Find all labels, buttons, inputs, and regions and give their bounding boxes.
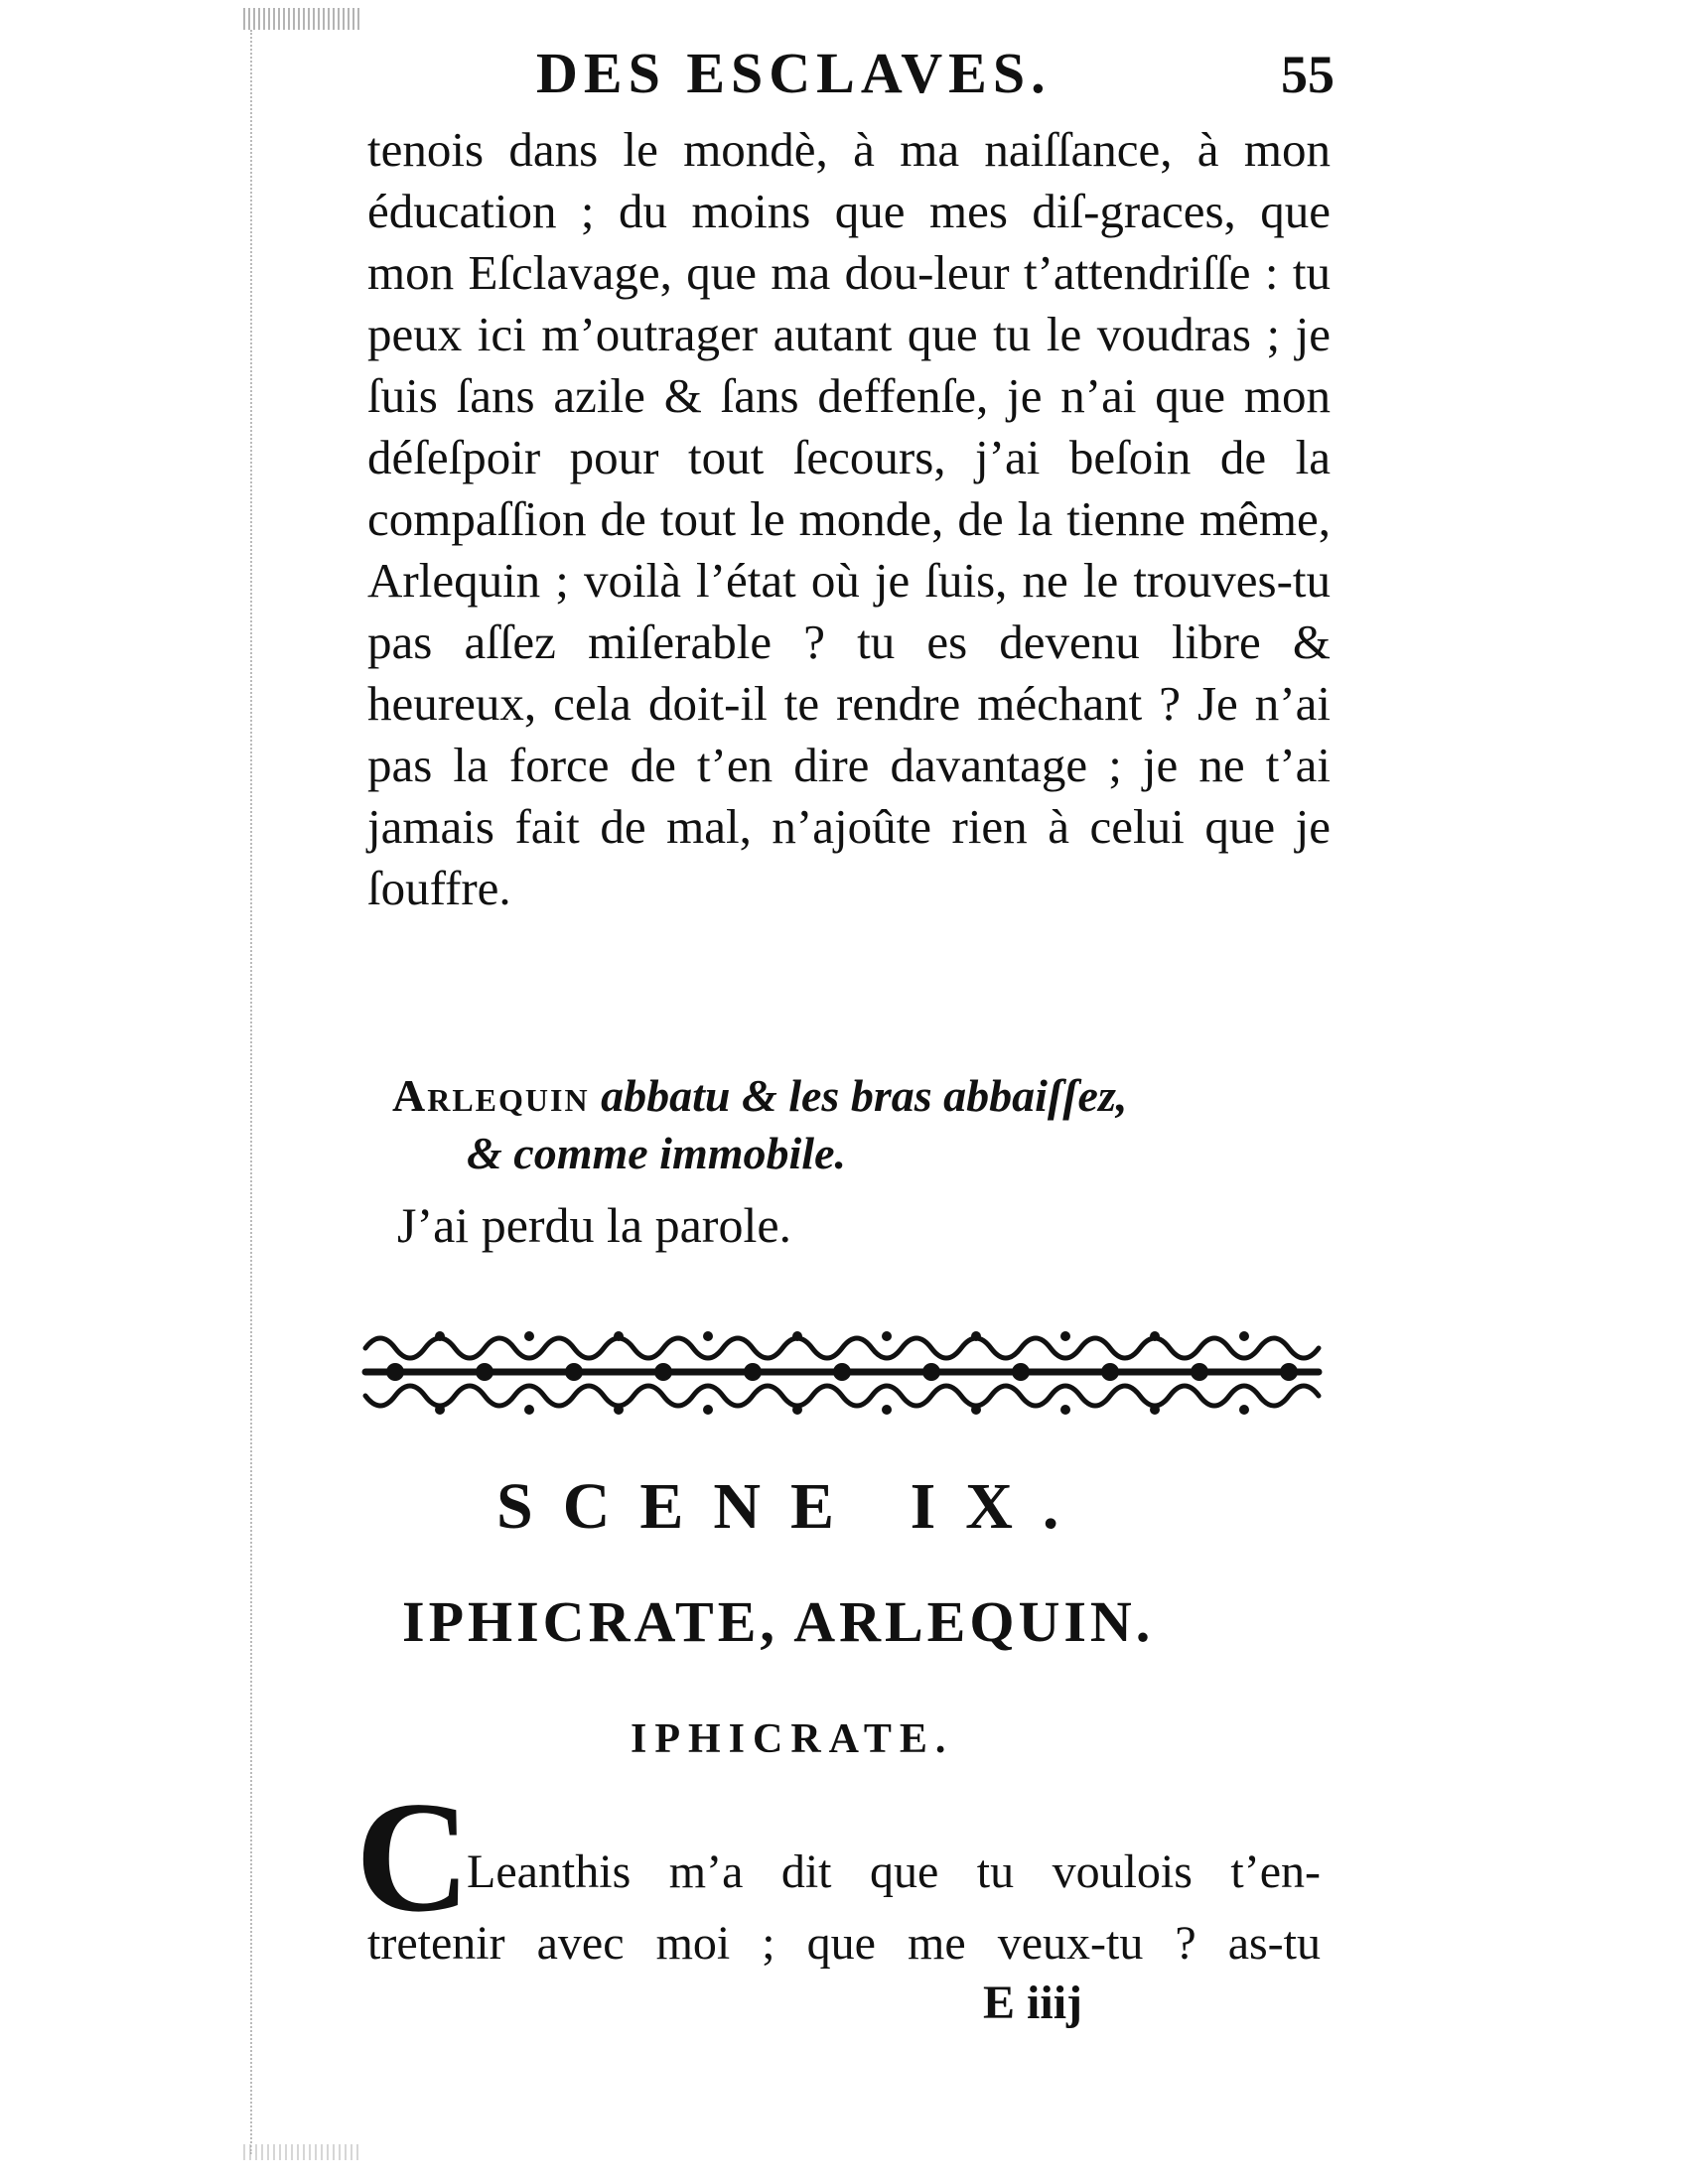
final-speech-line-2: tretenir avec moi ; que me veux-tu ? as-tu — [367, 1917, 1321, 1970]
scene-characters: IPHICRATE, ARLEQUIN. — [402, 1589, 1155, 1654]
scan-artifact-top — [243, 8, 362, 30]
scan-margin-artifact — [250, 30, 253, 2154]
stage-direction-speaker: Arlequin — [392, 1070, 590, 1121]
drop-cap-letter: C — [355, 1768, 471, 1945]
stage-direction-line1: abbatu & les bras abbaiſſez, — [601, 1070, 1128, 1121]
body-paragraph: tenois dans le mondè, à ma naiſſance, à mon éducation ; du moins que mes diſ-graces, que mon Eſclavage, que ma dou-leur t’attendriſſe : tu peux ici m’outrager autant que tu le voudras ; je ſuis ſans azile & ſans deffenſe, je n’ai que mon déſeſpoir pour tout ſecours, j’ai beſoin de la compaſſion de tout le monde, de la tienne même, Arlequin ; voilà l’état où je ſuis, ne le trouves-tu pas aſſez miſerable ? tu es devenu libre & heureux, cela doit-il te rendre méchant ? Je n’ai pas la force de t’en dire davantage ; je ne t’ai jamais fait de mal, n’ajoûte rien à celui que je ſouffre. — [367, 122, 1331, 915]
scan-artifact-bottom — [243, 2144, 362, 2160]
running-title: DES ESCLAVES. — [536, 41, 1052, 105]
speaker-heading: IPHICRATE. — [631, 1716, 954, 1762]
stage-direction — [392, 1067, 1345, 1182]
scene-title: SCENE IX. — [496, 1470, 1089, 1543]
stage-direction-line2: & comme immobile. — [467, 1128, 846, 1178]
arlequin-speech: J’ai perdu la parole. — [397, 1197, 792, 1253]
page-number: 55 — [1281, 45, 1335, 104]
printers-ornament-band — [355, 1318, 1329, 1426]
signature-mark: E iiij — [983, 1977, 1083, 2029]
final-speech-line-1: Leanthis m’a dit que tu voulois t’en- — [467, 1845, 1321, 1898]
